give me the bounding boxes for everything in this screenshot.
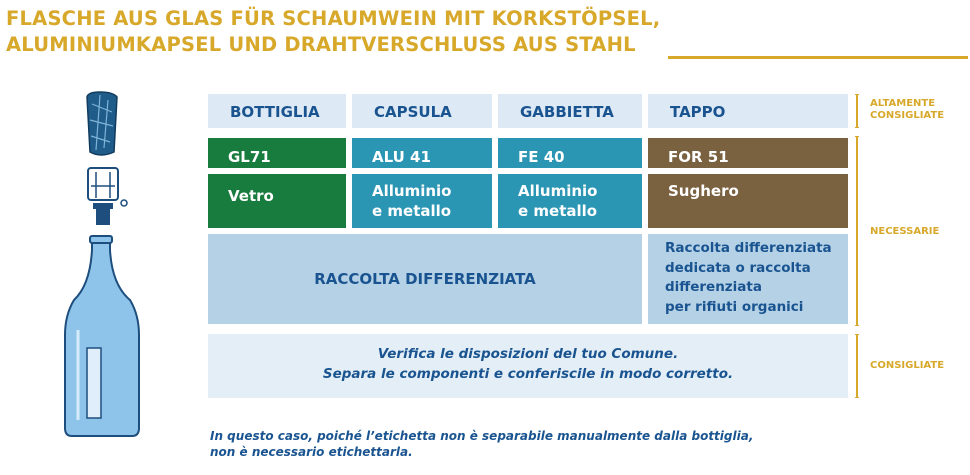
cork-icon (87, 92, 117, 155)
material-tappo: Sughero (648, 174, 848, 228)
advice-line-1: Verifica le disposizioni del tuo Comune. (377, 346, 679, 362)
header-bottiglia: BOTTIGLIA (208, 94, 346, 128)
label-recommended: CONSIGLIATE (870, 360, 945, 371)
header-gabbietta: GABBIETTA (498, 94, 642, 128)
code-bottiglia: GL71 (208, 138, 346, 168)
label-highly-recommended: ALTAMENTE CONSIGLIATE (870, 98, 945, 121)
disposal-cork: Raccolta differenziata dedicata o raccolta differenziata per rifiuti organici (648, 234, 848, 324)
label-necessary: NECESSARIE (870, 226, 940, 237)
title-underline (668, 56, 968, 59)
title-line-2: ALUMINIUMKAPSEL UND DRAHTVERSCHLUSS AUS STAHL (6, 33, 636, 56)
material-capsula: Alluminio e metallo (352, 174, 492, 228)
bracket-highly-recommended (855, 94, 859, 128)
header-tappo: TAPPO (648, 94, 848, 128)
page-title (6, 6, 706, 58)
footnote-line-1: In questo caso, poiché l’etichetta non è separabile manualmente dalla bottiglia, (210, 429, 754, 443)
title-line-1: FLASCHE AUS GLAS FÜR SCHAUMWEIN MIT KORKSTÖPSEL, (6, 7, 661, 30)
disposal-main-label: RACCOLTA DIFFERENZIATA (314, 270, 536, 288)
bracket-recommended (855, 334, 859, 398)
material-bottiglia: Vetro (208, 174, 346, 228)
advice-line-2: Separa le componenti e conferiscile in modo corretto. (322, 366, 734, 382)
disposal-main (208, 234, 642, 324)
bottle-illustration (60, 90, 150, 440)
capsule-icon (88, 168, 127, 206)
bracket-necessary (855, 136, 859, 326)
header-capsula: CAPSULA (352, 94, 492, 128)
wire-cage-icon (93, 203, 113, 225)
footnote-line-2: non è necessario etichettarla. (210, 445, 413, 459)
footnote (210, 428, 810, 460)
advice-box (208, 334, 848, 398)
code-gabbietta: FE 40 (498, 138, 642, 168)
material-gabbietta: Alluminio e metallo (498, 174, 642, 228)
bottle-icon (65, 236, 139, 436)
code-capsula: ALU 41 (352, 138, 492, 168)
code-tappo: FOR 51 (648, 138, 848, 168)
